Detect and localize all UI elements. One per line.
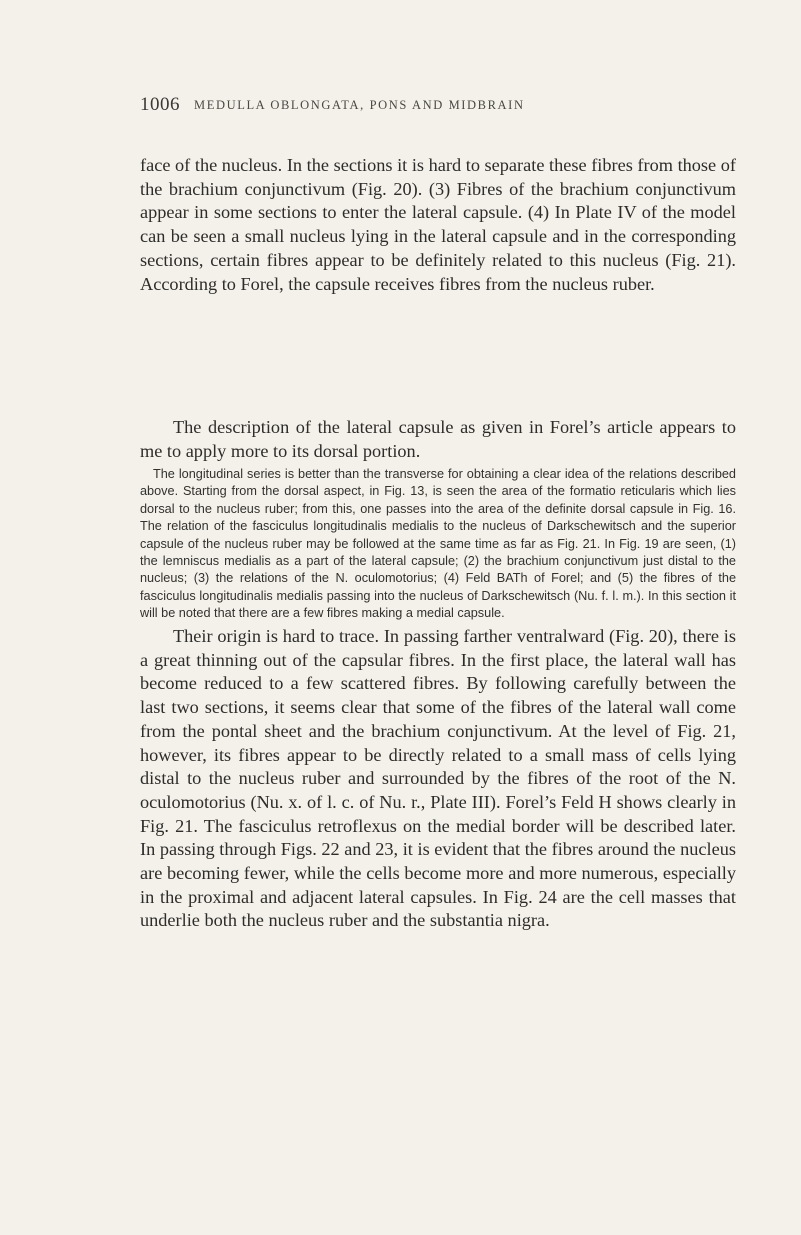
paragraph-text: The longitudinal series is better than the transverse for obtaining a clear idea of the relations described above. Starting from the dorsal aspect, in Fig. 13, is seen the area of the formatio reticularis which lies dorsal to the nucleus ruber; from this, one passes into the area of the definite dorsal capsule in Fig. 16. The relation of the fasciculus longitudinalis medialis to the nucleus of Darkschewitsch and the superior capsule of the nucleus ruber may be followed at the same time as far as Fig. 21. In Fig. 19 are seen, (1) the lemniscus medialis as a part of the lateral capsule; (2) the brachium conjunctivum just distal to the nucleus; (3) the relations of the N. oculomotorius; (4) Feld BATh of Forel; and (5) the fibres of the fasciculus longitudinalis medialis passing into the nucleus of Darkschewitsch (Nu. f. l. m.). In this section it will be noted that there are a few fibres making a medial capsule. [140,467,736,621]
running-head: MEDULLA OBLONGATA, PONS AND MIDBRAIN [194,98,525,112]
page-header [140,94,740,124]
page-number: 1006 [140,94,180,115]
body-paragraph-2 [140,416,736,463]
paragraph-text: Their origin is hard to trace. In passing farther ventralward (Fig. 20), there is a great thinning out of the capsular fibres. In the first place, the lateral wall has become reduced to a few scattered fibres. By following carefully between the last two sections, it seems clear that some of the fibres of the lateral wall come from the pontal sheet and the brachium conjunctivum. At the level of Fig. 21, however, its fibres appear to be directly related to a small mass of cells lying distal to the nucleus ruber and surrounded by the fibres of the root of the N. oculomotorius (Nu. x. of l. c. of Nu. r., Plate III). Forel’s Feld H shows clearly in Fig. 21. The fasciculus retroflexus on the medial border will be described later. In passing through Figs. 22 and 23, it is evident that the fibres around the nucleus are becoming fewer, while the cells become more and more numerous, especially in the proximal and adjacent lateral capsules. In Fig. 24 are the cell masses that underlie both the nucleus ruber and the substantia nigra. [140,626,736,931]
paragraph-text: face of the nucleus. In the sections it is hard to separate these fibres from those of the brachium conjunctivum (Fig. 20). (3) Fibres of the brachium conjunctivum appear in some sections to enter the lateral capsule. (4) In Plate IV of the model can be seen a small nucleus lying in the lateral capsule and in the corresponding sections, certain fibres appear to be definitely related to this nucleus (Fig. 21). According to Forel, the capsule receives fibres from the nucleus ruber. [140,155,736,294]
body-paragraph-3 [140,625,736,933]
body-paragraph-1 [140,154,736,296]
small-print-paragraph [140,466,736,623]
paragraph-text: The description of the lateral capsule as given in Forel’s article appears to me to apply more to its dorsal portion. [140,417,736,461]
